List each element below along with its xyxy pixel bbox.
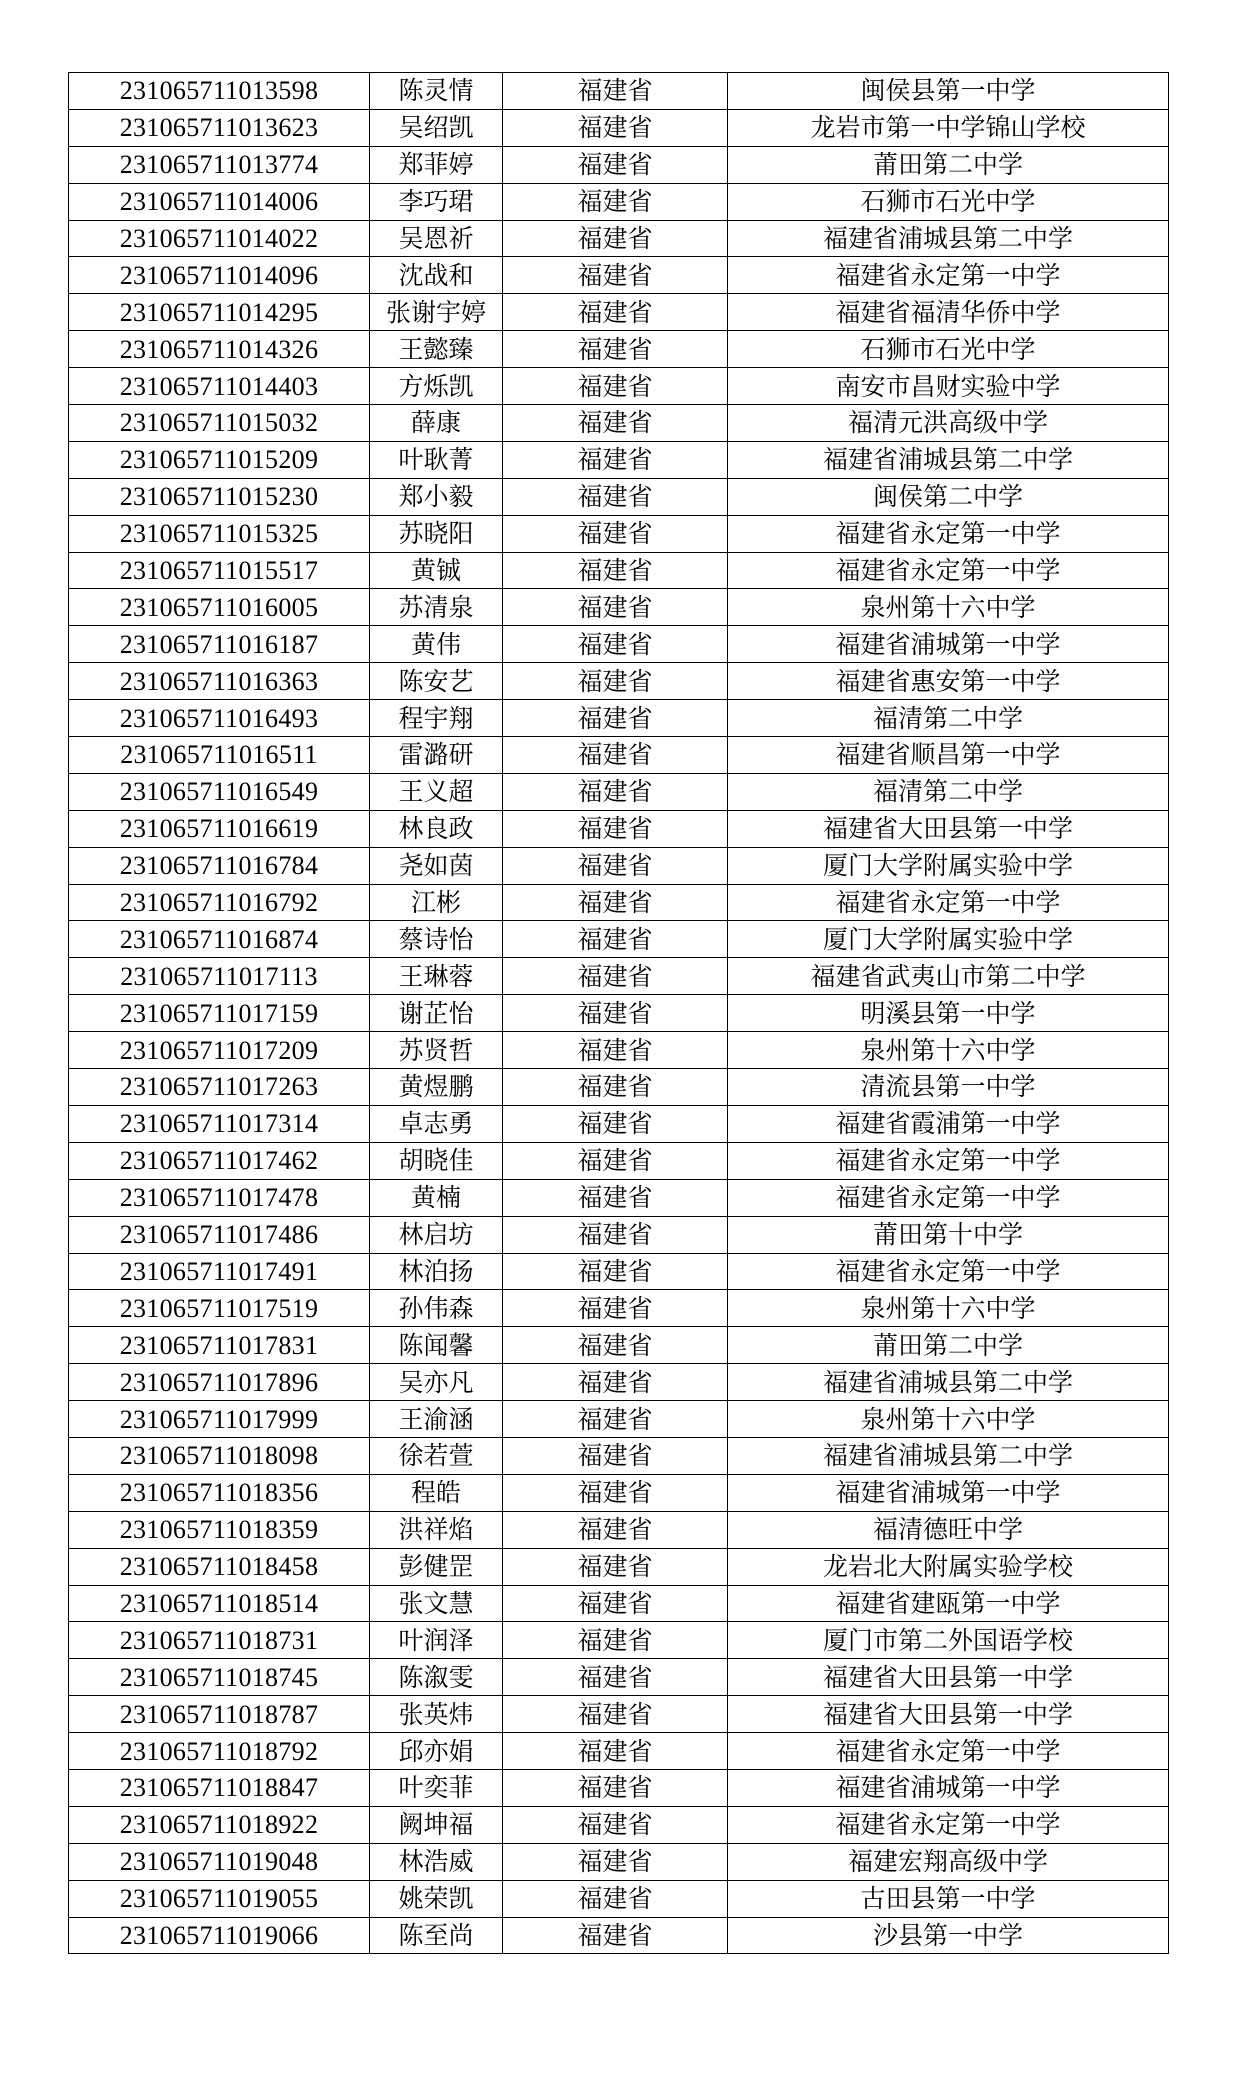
student-id-cell: 231065711018356 — [69, 1474, 370, 1511]
province-cell: 福建省 — [503, 1474, 728, 1511]
table-row — [69, 146, 1169, 183]
table-row — [69, 478, 1169, 515]
school-cell: 福建省永定第一中学 — [728, 257, 1169, 294]
school-cell: 福建省武夷山市第二中学 — [728, 958, 1169, 995]
school-cell: 福建宏翔高级中学 — [728, 1843, 1169, 1880]
student-id-cell: 231065711016187 — [69, 626, 370, 663]
name-cell: 洪祥焰 — [370, 1511, 503, 1548]
school-cell: 福建省永定第一中学 — [728, 1733, 1169, 1770]
table-row — [69, 1290, 1169, 1327]
school-cell: 福建省大田县第一中学 — [728, 1696, 1169, 1733]
school-cell: 泉州第十六中学 — [728, 1032, 1169, 1069]
school-cell: 莆田第二中学 — [728, 146, 1169, 183]
student-id-cell: 231065711017486 — [69, 1216, 370, 1253]
province-cell: 福建省 — [503, 737, 728, 774]
table-row — [69, 220, 1169, 257]
student-id-cell: 231065711016792 — [69, 884, 370, 921]
name-cell: 吴恩祈 — [370, 220, 503, 257]
table-row — [69, 1843, 1169, 1880]
table-row — [69, 1806, 1169, 1843]
school-cell: 石狮市石光中学 — [728, 183, 1169, 220]
student-id-cell: 231065711014403 — [69, 368, 370, 405]
table-row — [69, 1069, 1169, 1106]
student-id-cell: 231065711018514 — [69, 1585, 370, 1622]
province-cell: 福建省 — [503, 441, 728, 478]
school-cell: 福建省永定第一中学 — [728, 515, 1169, 552]
student-id-cell: 231065711013623 — [69, 109, 370, 146]
name-cell: 雷潞研 — [370, 737, 503, 774]
name-cell: 林浩威 — [370, 1843, 503, 1880]
name-cell: 程宇翔 — [370, 700, 503, 737]
school-cell: 福建省永定第一中学 — [728, 1142, 1169, 1179]
name-cell: 方烁凯 — [370, 368, 503, 405]
province-cell: 福建省 — [503, 884, 728, 921]
province-cell: 福建省 — [503, 1142, 728, 1179]
school-cell: 福建省顺昌第一中学 — [728, 737, 1169, 774]
table-row — [69, 1253, 1169, 1290]
school-cell: 厦门市第二外国语学校 — [728, 1622, 1169, 1659]
student-id-cell: 231065711015209 — [69, 441, 370, 478]
school-cell: 福清德旺中学 — [728, 1511, 1169, 1548]
school-cell: 福建省永定第一中学 — [728, 1179, 1169, 1216]
name-cell: 苏清泉 — [370, 589, 503, 626]
province-cell: 福建省 — [503, 1806, 728, 1843]
student-id-cell: 231065711013774 — [69, 146, 370, 183]
student-id-cell: 231065711017113 — [69, 958, 370, 995]
province-cell: 福建省 — [503, 515, 728, 552]
name-cell: 叶润泽 — [370, 1622, 503, 1659]
table-row — [69, 847, 1169, 884]
table-row — [69, 257, 1169, 294]
name-cell: 陈至尚 — [370, 1917, 503, 1954]
student-id-cell: 231065711019048 — [69, 1843, 370, 1880]
student-id-cell: 231065711014022 — [69, 220, 370, 257]
table-row — [69, 884, 1169, 921]
student-id-cell: 231065711019066 — [69, 1917, 370, 1954]
province-cell: 福建省 — [503, 1843, 728, 1880]
student-id-cell: 231065711017519 — [69, 1290, 370, 1327]
name-cell: 张英炜 — [370, 1696, 503, 1733]
province-cell: 福建省 — [503, 478, 728, 515]
table-row — [69, 995, 1169, 1032]
table-row — [69, 515, 1169, 552]
student-id-cell: 231065711016005 — [69, 589, 370, 626]
table-row — [69, 958, 1169, 995]
name-cell: 尧如茵 — [370, 847, 503, 884]
name-cell: 陈闻馨 — [370, 1327, 503, 1364]
province-cell: 福建省 — [503, 1880, 728, 1917]
province-cell: 福建省 — [503, 847, 728, 884]
table-row — [69, 368, 1169, 405]
province-cell: 福建省 — [503, 1659, 728, 1696]
province-cell: 福建省 — [503, 810, 728, 847]
school-cell: 福建省大田县第一中学 — [728, 810, 1169, 847]
table-row — [69, 1659, 1169, 1696]
student-id-cell: 231065711017478 — [69, 1179, 370, 1216]
province-cell: 福建省 — [503, 109, 728, 146]
province-cell: 福建省 — [503, 1511, 728, 1548]
table-row — [69, 1696, 1169, 1733]
student-id-cell: 231065711017462 — [69, 1142, 370, 1179]
school-cell: 福建省大田县第一中学 — [728, 1659, 1169, 1696]
province-cell: 福建省 — [503, 995, 728, 1032]
student-id-cell: 231065711017209 — [69, 1032, 370, 1069]
table-row — [69, 1880, 1169, 1917]
roster-body — [69, 73, 1169, 1954]
province-cell: 福建省 — [503, 331, 728, 368]
student-id-cell: 231065711019055 — [69, 1880, 370, 1917]
province-cell: 福建省 — [503, 589, 728, 626]
school-cell: 古田县第一中学 — [728, 1880, 1169, 1917]
student-id-cell: 231065711015517 — [69, 552, 370, 589]
table-row — [69, 1917, 1169, 1954]
student-id-cell: 231065711018731 — [69, 1622, 370, 1659]
school-cell: 福建省永定第一中学 — [728, 1806, 1169, 1843]
name-cell: 郑小毅 — [370, 478, 503, 515]
student-id-cell: 231065711018787 — [69, 1696, 370, 1733]
student-id-cell: 231065711017159 — [69, 995, 370, 1032]
student-id-cell: 231065711017831 — [69, 1327, 370, 1364]
province-cell: 福建省 — [503, 1069, 728, 1106]
name-cell: 叶奕菲 — [370, 1769, 503, 1806]
table-row — [69, 773, 1169, 810]
school-cell: 福建省浦城第一中学 — [728, 1474, 1169, 1511]
table-row — [69, 1769, 1169, 1806]
table-row — [69, 183, 1169, 220]
province-cell: 福建省 — [503, 1733, 728, 1770]
table-row — [69, 1622, 1169, 1659]
province-cell: 福建省 — [503, 552, 728, 589]
name-cell: 黄伟 — [370, 626, 503, 663]
province-cell: 福建省 — [503, 1253, 728, 1290]
name-cell: 胡晓佳 — [370, 1142, 503, 1179]
province-cell: 福建省 — [503, 1401, 728, 1438]
name-cell: 陈灵情 — [370, 73, 503, 110]
table-row — [69, 1511, 1169, 1548]
school-cell: 明溪县第一中学 — [728, 995, 1169, 1032]
province-cell: 福建省 — [503, 1437, 728, 1474]
name-cell: 王义超 — [370, 773, 503, 810]
table-row — [69, 737, 1169, 774]
name-cell: 蔡诗怡 — [370, 921, 503, 958]
student-id-cell: 231065711018359 — [69, 1511, 370, 1548]
table-row — [69, 700, 1169, 737]
student-id-cell: 231065711015032 — [69, 405, 370, 442]
student-id-cell: 231065711014326 — [69, 331, 370, 368]
student-id-cell: 231065711014295 — [69, 294, 370, 331]
province-cell: 福建省 — [503, 663, 728, 700]
name-cell: 薛康 — [370, 405, 503, 442]
table-row — [69, 109, 1169, 146]
province-cell: 福建省 — [503, 958, 728, 995]
table-row — [69, 1474, 1169, 1511]
school-cell: 厦门大学附属实验中学 — [728, 847, 1169, 884]
name-cell: 林启坊 — [370, 1216, 503, 1253]
name-cell: 孙伟森 — [370, 1290, 503, 1327]
school-cell: 泉州第十六中学 — [728, 589, 1169, 626]
student-id-cell: 231065711016363 — [69, 663, 370, 700]
name-cell: 阙坤福 — [370, 1806, 503, 1843]
province-cell: 福建省 — [503, 1585, 728, 1622]
name-cell: 卓志勇 — [370, 1105, 503, 1142]
student-id-cell: 231065711014006 — [69, 183, 370, 220]
school-cell: 南安市昌财实验中学 — [728, 368, 1169, 405]
student-id-cell: 231065711016511 — [69, 737, 370, 774]
province-cell: 福建省 — [503, 1364, 728, 1401]
school-cell: 福建省建瓯第一中学 — [728, 1585, 1169, 1622]
table-row — [69, 589, 1169, 626]
student-id-cell: 231065711016493 — [69, 700, 370, 737]
name-cell: 张文慧 — [370, 1585, 503, 1622]
province-cell: 福建省 — [503, 1032, 728, 1069]
name-cell: 江彬 — [370, 884, 503, 921]
province-cell: 福建省 — [503, 1622, 728, 1659]
student-id-cell: 231065711017491 — [69, 1253, 370, 1290]
school-cell: 清流县第一中学 — [728, 1069, 1169, 1106]
table-row — [69, 1327, 1169, 1364]
school-cell: 厦门大学附属实验中学 — [728, 921, 1169, 958]
province-cell: 福建省 — [503, 1179, 728, 1216]
province-cell: 福建省 — [503, 73, 728, 110]
name-cell: 陈溆雯 — [370, 1659, 503, 1696]
name-cell: 彭健罡 — [370, 1548, 503, 1585]
student-id-cell: 231065711018098 — [69, 1437, 370, 1474]
name-cell: 张谢宇婷 — [370, 294, 503, 331]
table-row — [69, 663, 1169, 700]
table-row — [69, 1216, 1169, 1253]
province-cell: 福建省 — [503, 1327, 728, 1364]
table-row — [69, 441, 1169, 478]
student-id-cell: 231065711017314 — [69, 1105, 370, 1142]
student-id-cell: 231065711017263 — [69, 1069, 370, 1106]
school-cell: 福建省霞浦第一中学 — [728, 1105, 1169, 1142]
name-cell: 黄铖 — [370, 552, 503, 589]
table-row — [69, 1364, 1169, 1401]
province-cell: 福建省 — [503, 183, 728, 220]
school-cell: 福建省惠安第一中学 — [728, 663, 1169, 700]
province-cell: 福建省 — [503, 146, 728, 183]
student-id-cell: 231065711017896 — [69, 1364, 370, 1401]
school-cell: 龙岩北大附属实验学校 — [728, 1548, 1169, 1585]
name-cell: 谢芷怡 — [370, 995, 503, 1032]
province-cell: 福建省 — [503, 1917, 728, 1954]
school-cell: 泉州第十六中学 — [728, 1290, 1169, 1327]
school-cell: 福建省福清华侨中学 — [728, 294, 1169, 331]
student-id-cell: 231065711015230 — [69, 478, 370, 515]
table-row — [69, 1032, 1169, 1069]
student-id-cell: 231065711016549 — [69, 773, 370, 810]
student-id-cell: 231065711015325 — [69, 515, 370, 552]
school-cell: 福清元洪高级中学 — [728, 405, 1169, 442]
province-cell: 福建省 — [503, 1216, 728, 1253]
school-cell: 福清第二中学 — [728, 700, 1169, 737]
table-row — [69, 1105, 1169, 1142]
province-cell: 福建省 — [503, 368, 728, 405]
name-cell: 叶耿菁 — [370, 441, 503, 478]
name-cell: 林良政 — [370, 810, 503, 847]
table-row — [69, 1733, 1169, 1770]
school-cell: 闽侯县第一中学 — [728, 73, 1169, 110]
table-row — [69, 1142, 1169, 1179]
school-cell: 泉州第十六中学 — [728, 1401, 1169, 1438]
name-cell: 王渝涵 — [370, 1401, 503, 1438]
school-cell: 龙岩市第一中学锦山学校 — [728, 109, 1169, 146]
name-cell: 王懿臻 — [370, 331, 503, 368]
province-cell: 福建省 — [503, 773, 728, 810]
student-id-cell: 231065711014096 — [69, 257, 370, 294]
province-cell: 福建省 — [503, 220, 728, 257]
table-row — [69, 1179, 1169, 1216]
student-id-cell: 231065711018847 — [69, 1769, 370, 1806]
table-row — [69, 1548, 1169, 1585]
province-cell: 福建省 — [503, 700, 728, 737]
name-cell: 林泊扬 — [370, 1253, 503, 1290]
province-cell: 福建省 — [503, 626, 728, 663]
school-cell: 沙县第一中学 — [728, 1917, 1169, 1954]
table-row — [69, 1437, 1169, 1474]
student-id-cell: 231065711016619 — [69, 810, 370, 847]
school-cell: 福建省永定第一中学 — [728, 884, 1169, 921]
school-cell: 石狮市石光中学 — [728, 331, 1169, 368]
table-row — [69, 73, 1169, 110]
school-cell: 福清第二中学 — [728, 773, 1169, 810]
province-cell: 福建省 — [503, 405, 728, 442]
school-cell: 莆田第十中学 — [728, 1216, 1169, 1253]
name-cell: 李巧珺 — [370, 183, 503, 220]
student-id-cell: 231065711016784 — [69, 847, 370, 884]
province-cell: 福建省 — [503, 1769, 728, 1806]
school-cell: 福建省浦城县第二中学 — [728, 1437, 1169, 1474]
student-id-cell: 231065711018922 — [69, 1806, 370, 1843]
student-id-cell: 231065711018792 — [69, 1733, 370, 1770]
school-cell: 莆田第二中学 — [728, 1327, 1169, 1364]
school-cell: 闽侯第二中学 — [728, 478, 1169, 515]
school-cell: 福建省浦城县第二中学 — [728, 220, 1169, 257]
province-cell: 福建省 — [503, 921, 728, 958]
table-row — [69, 331, 1169, 368]
name-cell: 徐若萱 — [370, 1437, 503, 1474]
student-id-cell: 231065711018745 — [69, 1659, 370, 1696]
province-cell: 福建省 — [503, 294, 728, 331]
name-cell: 苏晓阳 — [370, 515, 503, 552]
name-cell: 黄楠 — [370, 1179, 503, 1216]
school-cell: 福建省浦城第一中学 — [728, 626, 1169, 663]
name-cell: 姚荣凯 — [370, 1880, 503, 1917]
student-id-cell: 231065711017999 — [69, 1401, 370, 1438]
roster-table — [68, 72, 1169, 1954]
school-cell: 福建省永定第一中学 — [728, 1253, 1169, 1290]
school-cell: 福建省浦城第一中学 — [728, 1769, 1169, 1806]
table-row — [69, 626, 1169, 663]
province-cell: 福建省 — [503, 1105, 728, 1142]
student-id-cell: 231065711018458 — [69, 1548, 370, 1585]
name-cell: 黄煜鹏 — [370, 1069, 503, 1106]
table-row — [69, 921, 1169, 958]
table-row — [69, 810, 1169, 847]
student-id-cell: 231065711016874 — [69, 921, 370, 958]
province-cell: 福建省 — [503, 257, 728, 294]
name-cell: 邱亦娟 — [370, 1733, 503, 1770]
table-row — [69, 552, 1169, 589]
school-cell: 福建省永定第一中学 — [728, 552, 1169, 589]
table-row — [69, 1401, 1169, 1438]
name-cell: 郑菲婷 — [370, 146, 503, 183]
name-cell: 苏贤哲 — [370, 1032, 503, 1069]
name-cell: 陈安艺 — [370, 663, 503, 700]
province-cell: 福建省 — [503, 1548, 728, 1585]
province-cell: 福建省 — [503, 1290, 728, 1327]
name-cell: 吴亦凡 — [370, 1364, 503, 1401]
province-cell: 福建省 — [503, 1696, 728, 1733]
table-row — [69, 405, 1169, 442]
school-cell: 福建省浦城县第二中学 — [728, 441, 1169, 478]
name-cell: 王琳蓉 — [370, 958, 503, 995]
name-cell: 程皓 — [370, 1474, 503, 1511]
school-cell: 福建省浦城县第二中学 — [728, 1364, 1169, 1401]
name-cell: 沈战和 — [370, 257, 503, 294]
table-row — [69, 1585, 1169, 1622]
student-id-cell: 231065711013598 — [69, 73, 370, 110]
table-row — [69, 294, 1169, 331]
name-cell: 吴绍凯 — [370, 109, 503, 146]
